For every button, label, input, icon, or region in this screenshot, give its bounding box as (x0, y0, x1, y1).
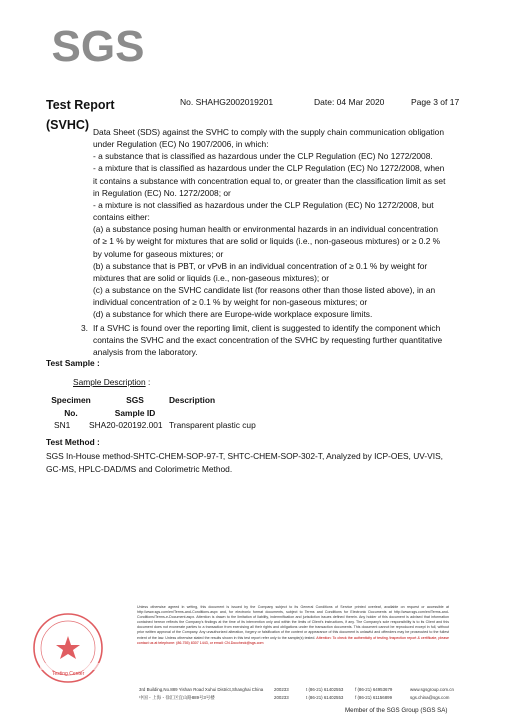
body-line: under Regulation (EC) No 1907/2006, in which: (93, 139, 269, 150)
report-number: No. SHAHG2002019201 (180, 97, 274, 107)
item-3-number: 3. (81, 323, 88, 333)
cell-sample-id: SHA20-020192.001 (89, 420, 163, 430)
body-line: - a mixture is not classified as hazardous under the CLP Regulation (EC) No 1272/2008, but (93, 199, 434, 210)
body-line: (c) a substance on the SVHC candidate list (for reasons other than those listed above), in an (93, 285, 436, 296)
body-line: (d) a substance for which there are Europe-wide workplace exposure limits. (93, 309, 373, 320)
inspection-stamp (22, 608, 132, 688)
body-line: individual concentration of ≥ 0.1 % by weight for non-gaseous mixtures; or (93, 297, 368, 308)
sgs-logo (48, 21, 148, 71)
col-header-description: Description (169, 395, 216, 405)
svg-text:Testing Center: Testing Center (52, 671, 85, 677)
authenticity-attention: Attention: To check the authenticity of testing /inspection report & certificate, please contact us at telephone: (86-755) 8307 1443, or email: CN.Doccheck@sgs.com (137, 635, 449, 645)
body-line: in Regulation (EC) No. 1272/2008; or (93, 187, 231, 198)
cell-description: Transparent plastic cup (169, 420, 256, 430)
body-line: Data Sheet (SDS) against the SVHC to comply with the supply chain communication obligation (93, 127, 444, 137)
body-line: by volume for gaseous mixtures; or (93, 248, 224, 259)
body-line: (b) a substance that is PBT, or vPvB in an individual concentration of ≥ 0.1 % by weight for (93, 260, 428, 271)
body-line: (a) a substance posing human health or environmental hazards in an individual concentration (93, 224, 438, 235)
body-line: analysis from the laboratory. (93, 347, 198, 358)
report-title: Test Report (SVHC) (46, 98, 115, 132)
sgs-member-note: Member of the SGS Group (SGS SA) (345, 707, 448, 714)
test-sample-heading: Test Sample : (46, 358, 100, 368)
col-header-sgs-sample-id: SGS Sample ID (114, 395, 156, 418)
svhc-obligation-text (93, 126, 445, 321)
col-header-specimen: Specimen No. (51, 395, 91, 418)
body-line: contains either: (93, 212, 150, 223)
item-3-text (93, 322, 442, 358)
body-line: of ≥ 1 % by weight for mixtures that are solid or liquids (i.e., non-gaseous mixtures) or ≥ 0.2 % (93, 236, 441, 247)
report-date: Date: 04 Mar 2020 (314, 97, 385, 107)
body-line: mixtures that are solid or liquids (i.e., non-gaseous mixtures); or (93, 272, 329, 283)
test-method-text: SGS In-House method-SHTC-CHEM-SOP-97-T, SHTC-CHEM-SOP-302-T, Analyzed by ICP-OES, UV-VIS, GC-MS, HPLC-DAD/MS and Colorimetric Method. (46, 451, 443, 474)
body-line: contains the SVHC and the exact concentration of the SVHC by requesting further quantitative (93, 335, 443, 346)
body-line: - a substance that is classified as hazardous under the CLP Regulation (EC) No 1272/2008. (93, 151, 433, 162)
page-number: Page 3 of 17 (411, 97, 460, 107)
body-line: If a SVHC is found over the reporting limit, client is suggested to identify the component which (93, 323, 441, 333)
svg-text:SGS: SGS (51, 22, 145, 71)
legal-disclaimer: Unless otherwise agreed in writing, this document is issued by the Company subject to its General Conditions of Service printed overleaf, available on request or accessible at http://www.sgs.com/en/Terms-and-Conditions.aspx and, for electronic format documents, subject to Terms and Conditions for Electronic Documents at http://www.sgs.com/en/Terms-and-Conditions/Terms-e-Document.aspx. Attention is drawn to the limitation of liability, indemnification and jurisdiction issues defined therein. Any holder of this document is advised that information contained hereon reflects the Company's findings at the time of its intervention only and within the limits of Client's instructions, if any. The Company's sole responsibility is to its Client and this document does not exonerate parties to a transaction from exercising all their rights and obligations under the transaction documents. This document cannot be reproduced except in full, without prior written approval of the Company. Any unauthorized alteration, forgery or falsification of the content or appearance of this document is unlawful and offenders may be prosecuted to the fullest extent of the law. Unless otherwise stated the results shown in this test report refer only to the sample(s) tested. Attention: To check the authenticity of testing /inspection report & certificate, please contact us at telephone: (86-755) 8307 1443, or email: CN.Doccheck@sgs.com (137, 605, 449, 645)
sample-description-heading: Sample Description : (73, 377, 151, 387)
body-line: it contains a substance with concentration equal to, or greater than the classification limit as set (93, 175, 446, 186)
cell-specimen-no: SN1 (54, 420, 71, 430)
test-method-heading: Test Method : (46, 437, 100, 447)
body-line: - a mixture that is classified as hazardous under the CLP Regulation (EC) No 1272/2008, when (93, 163, 445, 174)
